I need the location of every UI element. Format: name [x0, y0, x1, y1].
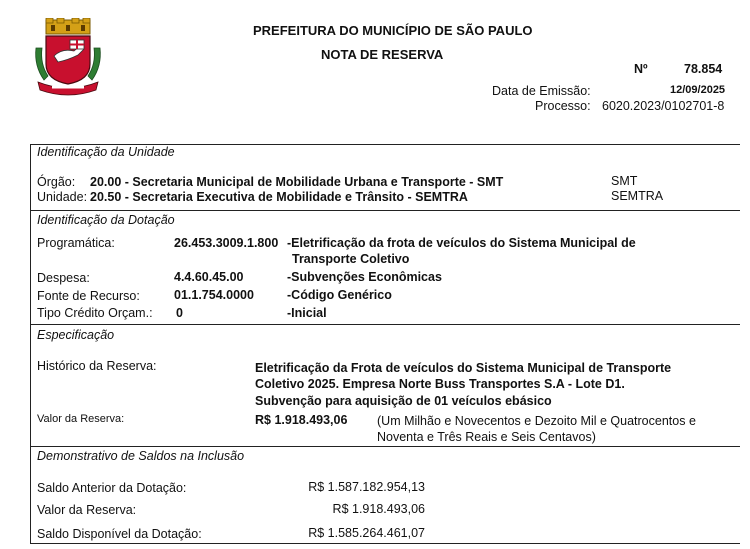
saldo-disponivel-label: Saldo Disponível da Dotação: — [37, 527, 202, 541]
valor-reserva-saldo-label: Valor da Reserva: — [37, 503, 137, 517]
tipo-credito-desc: -Inicial — [287, 306, 327, 320]
orgao-label: Órgão: — [37, 175, 76, 189]
processo-label: Processo: — [535, 99, 591, 113]
historico-line-1: Eletrificação da Frota de veículos do Sistema Municipal de Transporte — [255, 361, 672, 375]
tipo-credito-label: Tipo Crédito Orçam.: — [37, 306, 153, 320]
despesa-code: 4.4.60.45.00 — [174, 270, 244, 284]
document-title: NOTA DE RESERVA — [321, 47, 444, 62]
emissao-label: Data de Emissão: — [492, 84, 591, 98]
valor-reserva-value: R$ 1.918.493,06 — [255, 413, 348, 427]
saldo-anterior-label: Saldo Anterior da Dotação: — [37, 481, 187, 495]
numero-label: Nº — [634, 62, 648, 76]
despesa-label: Despesa: — [37, 271, 90, 285]
programatica-label: Programática: — [37, 236, 115, 250]
section-title-especificacao: Especificação — [37, 328, 115, 342]
tipo-credito-code: 0 — [176, 306, 183, 320]
frame-left-border — [30, 144, 31, 544]
unidade-value: 20.50 - Secretaria Executiva de Mobilidade e Trânsito - SEMTRA — [90, 190, 468, 204]
divider-saldos — [30, 446, 740, 447]
valor-extenso-line-1: (Um Milhão e Novecentos e Dezoito Mil e Quatrocentos e — [377, 414, 696, 428]
programatica-code: 26.453.3009.1.800 — [174, 236, 279, 250]
despesa-desc: -Subvenções Econômicas — [287, 270, 442, 284]
unidade-sigla: SEMTRA — [611, 189, 664, 203]
historico-line-3: Subvenção para aquisição de 01 veículos ebásico — [255, 394, 552, 408]
saldo-anterior-value: R$ 1.587.182.954,13 — [308, 480, 425, 494]
divider-bottom — [30, 543, 740, 544]
valor-reserva-label: Valor da Reserva: — [37, 413, 125, 425]
coat-of-arms-logo — [32, 18, 104, 96]
emissao-value: 12/09/2025 — [670, 84, 726, 96]
section-title-saldos: Demonstrativo de Saldos na Inclusão — [37, 449, 245, 463]
org-name: PREFEITURA DO MUNICÍPIO DE SÃO PAULO — [253, 23, 533, 38]
divider-dotacao — [30, 210, 740, 211]
fonte-label: Fonte de Recurso: — [37, 289, 140, 303]
section-title-unidade: Identificação da Unidade — [37, 145, 175, 159]
numero-value: 78.854 — [684, 62, 723, 76]
divider-especificacao — [30, 324, 740, 325]
valor-reserva-saldo-value: R$ 1.918.493,06 — [332, 502, 425, 516]
unidade-label: Unidade: — [37, 190, 88, 204]
saldo-disponivel-value: R$ 1.585.264.461,07 — [308, 526, 425, 540]
valor-extenso-line-2: Noventa e Três Reais e Seis Centavos) — [377, 430, 596, 444]
programatica-desc-cont: Transporte Coletivo — [292, 252, 410, 266]
historico-label: Histórico da Reserva: — [37, 359, 157, 373]
orgao-value: 20.00 - Secretaria Municipal de Mobilidade Urbana e Transporte - SMT — [90, 175, 504, 189]
section-title-dotacao: Identificação da Dotação — [37, 213, 175, 227]
orgao-sigla: SMT — [611, 174, 638, 188]
programatica-desc: -Eletrificação da frota de veículos do Sistema Municipal de — [287, 236, 636, 250]
historico-line-2: Coletivo 2025. Empresa Norte Buss Transportes S.A - Lote D1. — [255, 377, 625, 391]
processo-value: 6020.2023/0102701-8 — [602, 99, 725, 113]
fonte-desc: -Código Genérico — [287, 288, 392, 302]
fonte-code: 01.1.754.0000 — [174, 288, 254, 302]
